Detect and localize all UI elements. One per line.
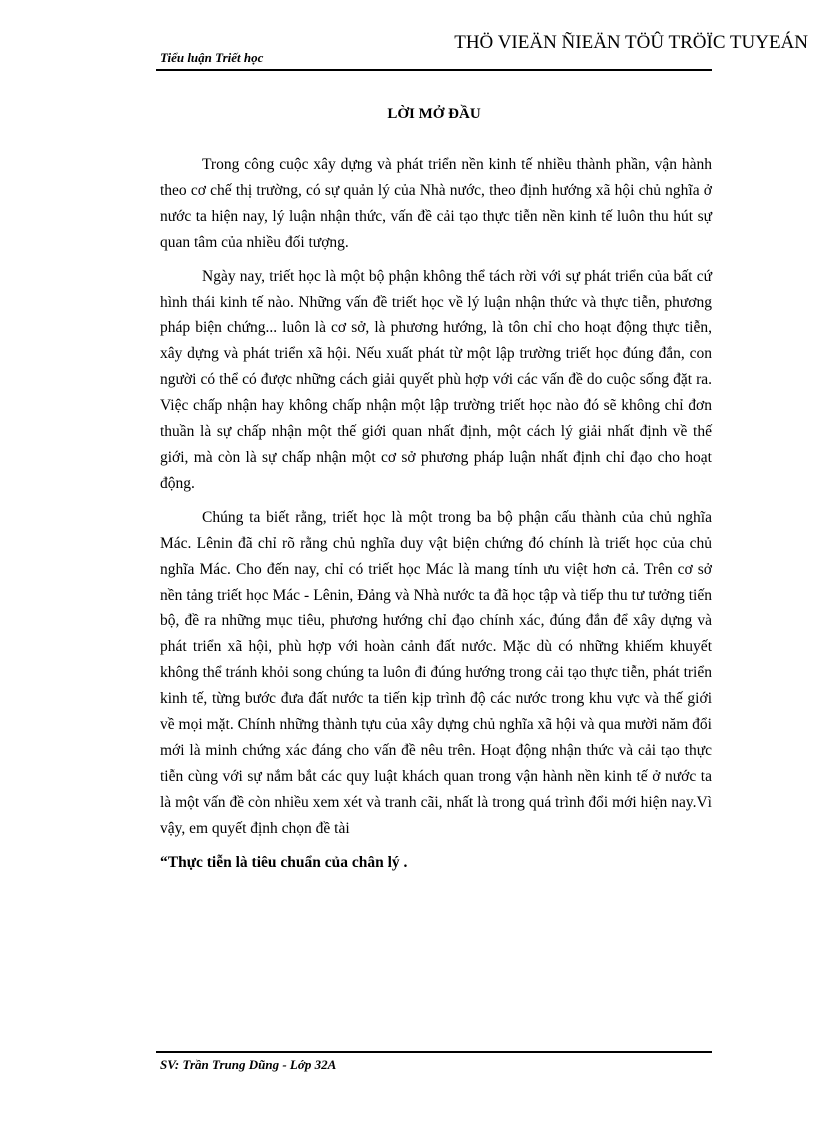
topic-statement: “Thực tiễn là tiêu chuẩn của chân lý . <box>160 853 408 871</box>
paragraph: Ngày nay, triết học là một bộ phận không thể tách rời với sự phát triển của bất cứ hình thái kinh tế nào. Những vấn đề triết học về lý luận nhận thức và thực tiễn, phương pháp biện chứng... luôn là cơ sở, là phương hướng, là tôn chỉ cho hoạt động thực tiễn, xây dựng và phát triển xã hội. Nếu xuất phát từ một lập trường triết học đúng đắn, con người có thể có được những cách giải quyết phù hợp với các vấn đề do cuộc sống đặt ra. Việc chấp nhận hay không chấp nhận một lập trường triết học nào đó sẽ không chỉ đơn thuần là sự chấp nhận một thế giới quan nhất định, một cách lý giải nhất định về thế giới, mà còn là sự chấp nhận một cơ sở phương pháp luận nhất định chỉ đạo cho hoạt động. <box>160 267 712 492</box>
paragraph: Chúng ta biết rằng, triết học là một trong ba bộ phận cấu thành của chủ nghĩa Mác. Lênin đã chỉ rõ rằng chủ nghĩa duy vật biện chứng đó chính là triết học của chủ nghĩa Mác. Cho đến nay, chỉ có triết học Mác là mang tính ưu việt hơn cả. Trên cơ sở nền tảng triết học Mác - Lênin, Đảng và Nhà nước ta đã học tập và tiếp thu tư tưởng tiến bộ, đề ra những mục tiêu, phương hướng chỉ đạo chính xác, đúng đắn để xây dựng và phát triển xã hội, phù hợp với hoàn cảnh đất nước. Mặc dù có những khiếm khuyết không thể tránh khỏi song chúng ta luôn đi đúng hướng trong cải tạo thực tiễn, phát triển kinh tế, từng bước đưa đất nước ta tiến kịp trình độ các nước trong khu vực và thế giới về mọi mặt. Chính những thành tựu của xây dựng chủ nghĩa xã hội và qua mười năm đổi mới là minh chứng xác đáng cho vấn đề nêu trên. Hoạt động nhận thức và cải tạo thực tiễn cùng với sự nắm bắt các quy luật khách quan trong vận hành nền kinh tế ở nước ta là một vấn đề còn nhiều xem xét và tranh cãi, nhất là trong quá trình đổi mới hiện nay.Vì vậy, em quyết định chọn đề tài <box>160 508 712 837</box>
footer-author: SV: Trần Trung Dũng - Lớp 32A <box>160 1057 337 1072</box>
document-body <box>160 152 712 883</box>
paragraph: Trong công cuộc xây dựng và phát triển nền kinh tế nhiều thành phần, vận hành theo cơ chế thị trường, có sự quản lý của Nhà nước, theo định hướng xã hội chủ nghĩa ở nước ta hiện nay, lý luận nhận thức, vấn đề cải tạo thực tiễn nền kinh tế luôn thu hút sự quan tâm của nhiều đối tượng. <box>160 156 712 251</box>
footer-divider <box>156 1051 712 1053</box>
header-document-title: Tiểu luận Triết học <box>160 50 264 65</box>
page-title: LỜI MỞ ĐẦU <box>387 106 481 122</box>
header-divider <box>156 69 712 71</box>
header-library-name: THÖ VIEÄN ÑIEÄN TÖÛ TRÖÏC TUYEÁN <box>454 32 808 53</box>
